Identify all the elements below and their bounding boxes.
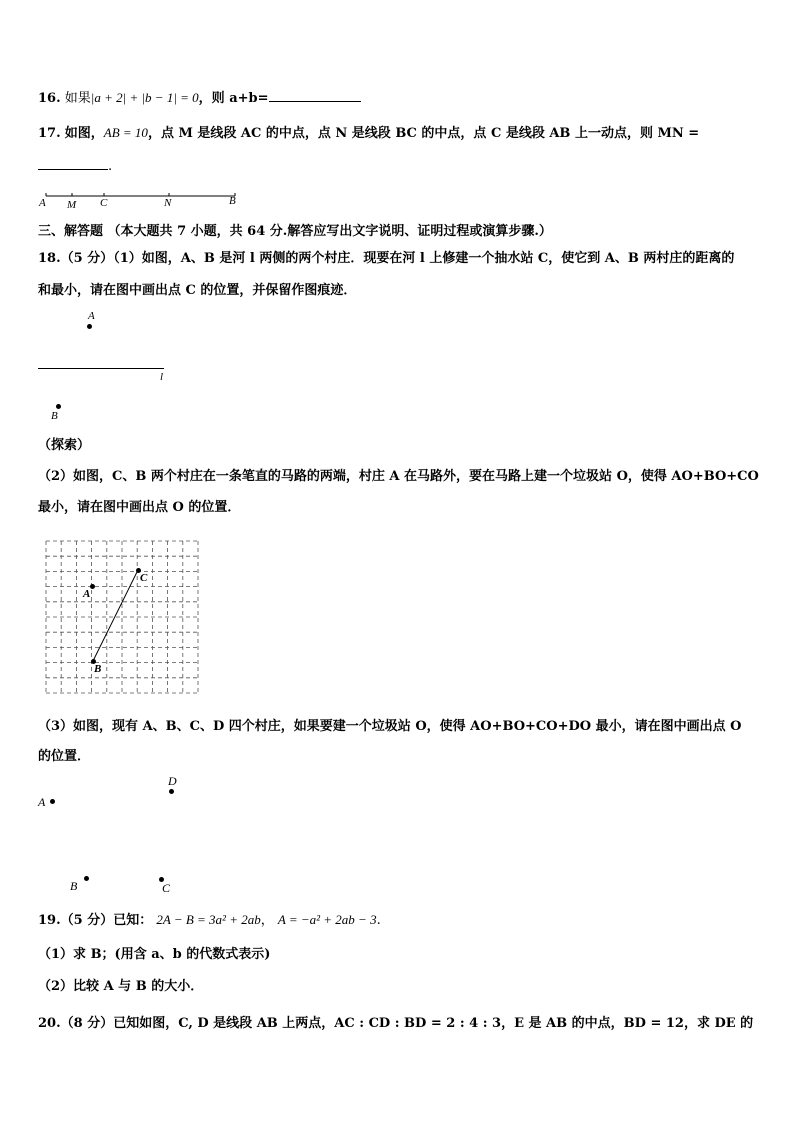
section-title: 三、解答题 [38, 224, 104, 239]
question-number: 16. [38, 91, 61, 106]
point-label-d: D [168, 774, 177, 788]
question-19-sub2 [38, 978, 203, 996]
point-label-a: A [39, 197, 46, 209]
point-label-n: N [164, 197, 172, 209]
math-expression: |a + 2| + |b − 1| = 0 [90, 90, 199, 105]
village-a-dot [50, 799, 55, 804]
subquestion-text: （2）比较 A 与 B 的大小． [38, 979, 204, 994]
village-b-dot [84, 876, 89, 881]
question-18-part3-line2 [38, 748, 90, 766]
question-20 [38, 1015, 753, 1033]
answer-blank[interactable] [269, 89, 361, 102]
river-line [38, 368, 164, 369]
point-label-c: C [162, 881, 171, 895]
question-text: 如图， [64, 126, 104, 141]
point-label-c: C [140, 572, 148, 584]
question-19-sub1 [38, 946, 270, 964]
village-b-dot [56, 404, 61, 409]
question-number: 20. [38, 1016, 61, 1031]
question-18-part2-line1 [38, 468, 759, 486]
math-expression: AB = 10 [103, 125, 148, 140]
question-number: 18. [38, 251, 61, 266]
village-d-dot [169, 789, 174, 794]
point-label-a: A [88, 310, 95, 322]
point-label-m: M [67, 199, 77, 211]
river-label: l [160, 371, 164, 383]
village-a-dot [87, 324, 92, 329]
question-text: 和最小，请在图中画出点 C 的位置，并保留作图痕迹． [38, 283, 357, 298]
point-label-b: B [94, 663, 102, 675]
grid-figure [45, 540, 200, 693]
point-label-b: B [51, 410, 58, 422]
question-text: （2）如图，C、B 两个村庄在一条笔直的马路的两端，村庄 A 在马路外，要在马路上建一个垃圾站 O，使得 AO+BO+CO [38, 469, 759, 484]
question-18-part1-line1 [38, 250, 734, 268]
question-score: （5 分） [60, 913, 114, 928]
answer-blank[interactable] [38, 157, 108, 170]
question-text: 已知如图，C, D 是线段 AB 上两点，AC : CD : BD = 2 : 4 : 3，E 是 AB 的中点，BD = 12，求 DE 的 [113, 1016, 754, 1031]
question-18-part3-line1 [38, 718, 741, 736]
section-note: （本大题共 7 小题，共 64 分.解答应写出文字说明、证明过程或演算步骤.） [107, 224, 552, 239]
explore-label: （探索） [38, 438, 91, 453]
question-score: （5 分） [60, 251, 114, 266]
question-16 [38, 89, 361, 108]
question-text: ，点 M 是线段 AC 的中点，点 N 是线段 BC 的中点，点 C 是线段 AB 上一动点，则 MN = [147, 126, 700, 141]
point-label-b: B [229, 195, 236, 207]
question-score: （8 分） [60, 1016, 114, 1031]
section-heading [38, 223, 552, 241]
question-17 [38, 124, 699, 143]
period: . [376, 913, 381, 928]
question-number: 19. [38, 913, 61, 928]
question-number: 17. [38, 126, 61, 141]
question-17-answer [38, 157, 112, 176]
point-label-a: A [83, 588, 91, 600]
point-label-c: C [100, 197, 108, 209]
equation-1: 2A − B = 3a² + 2ab [156, 912, 261, 927]
equation-2: A = −a² + 2ab − 3 [277, 912, 377, 927]
point-label-b: B [70, 879, 78, 893]
period: . [108, 159, 113, 174]
point-label-a: A [38, 795, 46, 809]
question-text: 最小，请在图中画出点 O 的位置． [38, 500, 241, 515]
question-text: 的位置． [38, 749, 91, 764]
explore-heading [38, 437, 90, 455]
subquestion-text: （1）求 B；(用含 a、b 的代数式表示) [38, 947, 271, 962]
question-text: （1）如图，A、B 是河 l 两侧的两个村庄．现要在河 l 上修建一个抽水站 C，使它到 A、B 两村庄的距离的 [113, 251, 735, 266]
separator: ， [260, 913, 274, 928]
question-18-part1-line2 [38, 282, 356, 300]
question-text: 如果 [64, 91, 91, 106]
question-18-part2-line2 [38, 499, 240, 517]
question-text: ，则 a+b= [198, 91, 269, 106]
question-text: （3）如图，现有 A、B、C、D 四个村庄，如果要建一个垃圾站 O，使得 AO+BO+CO+DO 最小，请在图中画出点 O [38, 719, 742, 734]
question-19 [38, 911, 381, 930]
village-a-dot [90, 584, 95, 589]
question-text: 已知： [113, 913, 153, 928]
